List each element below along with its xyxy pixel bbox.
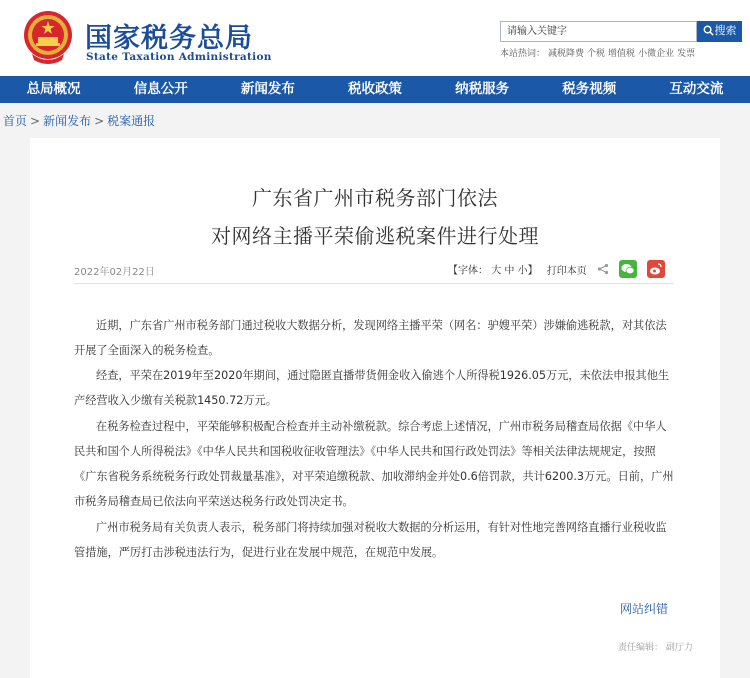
editor-name: 副厅力 bbox=[665, 643, 693, 653]
search-icon bbox=[703, 25, 714, 36]
editor-label: 责任编辑： bbox=[618, 643, 664, 653]
font-small-button[interactable]: 小 bbox=[517, 265, 528, 277]
site-title-english: State Taxation Administration bbox=[86, 51, 272, 63]
breadcrumb bbox=[3, 112, 155, 129]
weibo-share-icon[interactable] bbox=[647, 260, 665, 278]
hot-word[interactable]: 增值税 bbox=[608, 49, 636, 59]
share-icon[interactable] bbox=[597, 263, 609, 275]
search-button[interactable] bbox=[697, 21, 742, 42]
main-nav bbox=[0, 76, 750, 103]
breadcrumb-news[interactable]: 新闻发布 bbox=[43, 114, 92, 128]
breadcrumb-tax-cases[interactable]: 税案通报 bbox=[107, 114, 156, 128]
article-panel bbox=[30, 138, 720, 678]
nav-item-tax-policy[interactable]: 税收政策 bbox=[347, 81, 402, 97]
site-title[interactable]: 国家税务总局 bbox=[85, 23, 253, 54]
breadcrumb-separator: > bbox=[30, 114, 41, 128]
hot-word[interactable]: 发票 bbox=[677, 49, 696, 59]
hot-word[interactable]: 小微企业 bbox=[638, 49, 675, 59]
font-size-label: 【字体： bbox=[448, 265, 488, 277]
nav-item-overview[interactable]: 总局概况 bbox=[26, 81, 81, 97]
article-title-line2: 对网络主播平荣偷逃税案件进行处理 bbox=[211, 224, 539, 248]
article-paragraph: 在税务检查过程中，平荣能够积极配合检查并主动补缴税款。综合考虑上述情况，广州市税务局稽查局依据《中华人民共和国个人所得税法》《中华人民共和国税收征收管理法》《中华人民共和国行政处罚法》等相关法律法规规定，按照《广东省税务系统税务行政处罚裁量基准》，对平荣追缴税款、加收滞纳金并处0.6倍罚款，共计6200.3万元。日前，广州市税务局稽查局已依法向平荣送达税务行政处罚决定书。 bbox=[74, 420, 674, 508]
font-large-button[interactable]: 大 bbox=[491, 265, 502, 277]
site-error-report-link[interactable]: 网站纠错 bbox=[620, 602, 669, 616]
wechat-share-icon[interactable] bbox=[619, 260, 637, 278]
article-title-line1: 广东省广州市税务部门依法 bbox=[252, 186, 498, 210]
publish-date: 2022年02月22日 bbox=[74, 267, 155, 278]
hot-word[interactable]: 个税 bbox=[587, 49, 606, 59]
hot-words bbox=[500, 46, 698, 59]
font-medium-button[interactable]: 中 bbox=[504, 265, 515, 277]
nav-item-news[interactable]: 新闻发布 bbox=[240, 81, 295, 97]
hot-word[interactable]: 减税降费 bbox=[548, 49, 585, 59]
divider bbox=[74, 283, 674, 284]
breadcrumb-separator: > bbox=[94, 114, 105, 128]
search-button-label: 搜索 bbox=[714, 25, 737, 37]
nav-item-interaction[interactable]: 互动交流 bbox=[669, 81, 724, 97]
site-header bbox=[0, 0, 750, 76]
responsible-editor bbox=[618, 640, 693, 653]
hot-words-label: 本站热词： bbox=[500, 49, 546, 59]
breadcrumb-home[interactable]: 首页 bbox=[3, 114, 28, 128]
nav-item-tax-service[interactable]: 纳税服务 bbox=[455, 81, 510, 97]
article-paragraph: 近期，广东省广州市税务部门通过税收大数据分析，发现网络主播平荣（网名：驴嫂平荣）涉嫌偷逃税款，对其依法开展了全面深入的税务检查。 bbox=[74, 319, 667, 357]
font-size-close: 】 bbox=[527, 265, 538, 277]
article-paragraph: 广州市税务局有关负责人表示，税务部门将持续加强对税收大数据的分析运用，有针对性地完善网络直播行业税收监管措施，严厉打击涉税违法行为，促进行业在发展中规范，在规范中发展。 bbox=[74, 521, 667, 559]
nav-item-tax-video[interactable]: 税务视频 bbox=[562, 81, 617, 97]
article-paragraph: 经查，平荣在2019年至2020年期间，通过隐匿直播带货佣金收入偷逃个人所得税1926.05万元，未依法申报其他生产经营收入少缴有关税款1450.72万元。 bbox=[74, 369, 670, 407]
article-tools bbox=[448, 260, 665, 278]
national-emblem-icon[interactable] bbox=[22, 10, 74, 66]
search-input[interactable]: 请输入关键字 bbox=[500, 21, 697, 42]
nav-item-info-disclosure[interactable]: 信息公开 bbox=[133, 81, 188, 97]
print-button[interactable]: 打印本页 bbox=[546, 265, 587, 277]
